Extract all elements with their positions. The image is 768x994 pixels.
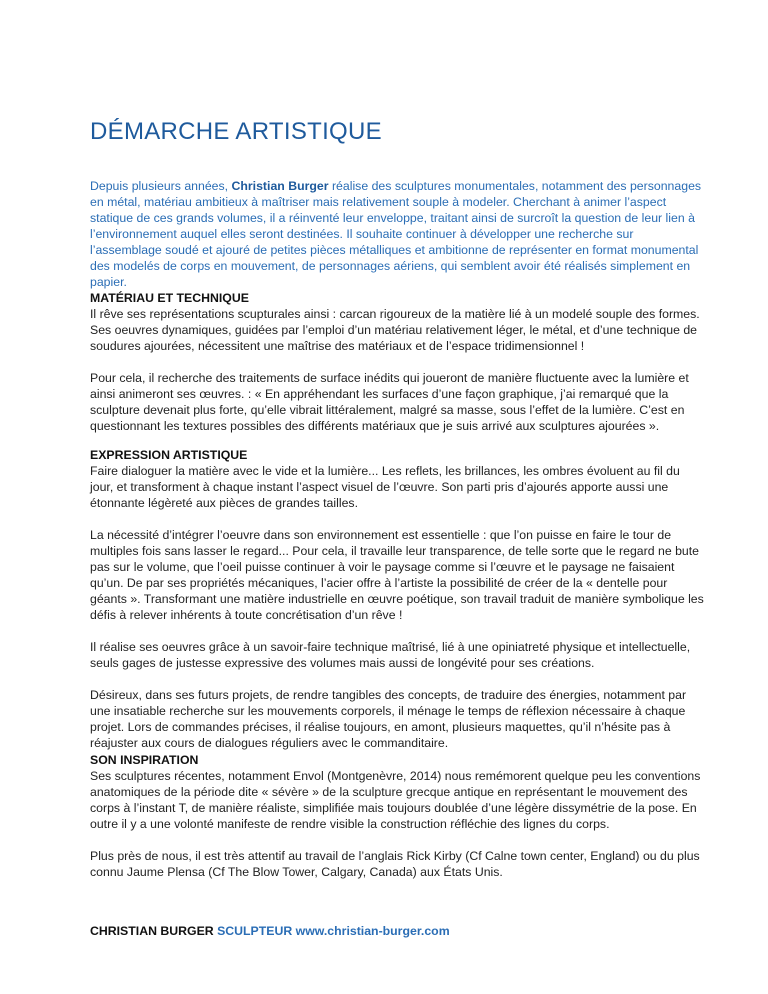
section-paragraph: Faire dialoguer la matière avec le vide et la lumière... Les reflets, les brillances, les ombres évoluent au fil du jour, et transforment à chaque instant l’aspect visuel de l’œuvre. Son parti pris d’ajourés apporte aussi une étonnante légèreté aux pièces de grandes tailles. (90, 464, 680, 510)
footer-website-link[interactable]: www.christian-burger.com (295, 924, 450, 938)
artist-name: Christian Burger (231, 179, 329, 193)
section-inspiration (90, 752, 706, 880)
footer-role: SCULPTEUR (217, 924, 293, 938)
section-paragraph: Il rêve ses représentations scupturales ainsi : carcan rigoureux de la matière lié à un modelé souple des formes. Ses oeuvres dynamiques, guidées par l’emploi d’un matériau relativement léger, le métal, et d’une technique de soudures ajourées, nécessitent une maîtrise des matériaux et de l’espace tridimensionnel ! (90, 307, 700, 353)
section-paragraph: Plus près de nous, il est très attentif au travail de l’anglais Rick Kirby (Cf Calne town center, England) ou du plus connu Jaume Plensa (Cf The Blow Tower, Calgary, Canada) aux États Unis. (90, 849, 700, 879)
section-paragraph: La nécessité d’intégrer l’oeuvre dans son environnement est essentielle : que l’on puisse en faire le tour de multiples fois sans lasser le regard... Pour cela, il travaille leur transparence, de telle sorte que le regard ne bute pas sur le volume, que l’oeil puisse continuer à voir le paysage comme si l’œuvre et le paysage ne faisaient qu’un. De par ses propriétés mécaniques, l’acier offre à l’artiste la possibilité de créer de la « dentelle pour géants ». Transformant une matière industrielle en œuvre poétique, son travail traduit de manière symbolique les défis à relever inhérents à toute concrétisation d’un rêve ! (90, 528, 704, 622)
section-expression (90, 447, 706, 751)
section-paragraph: Pour cela, il recherche des traitements de surface inédits qui joueront de manière fluctuente avec la lumière et ainsi animeront ses œuvres. : « En appréhendant les surfaces d’une façon graphique, j’ai remarqué que la sculpture devenait plus forte, qu’elle vibrait littéralement, malgré sa masse, sous l’effet de la lumière. C’est en questionnant les textures possibles des différents matériaux que je suis arrivé aux sculptures ajourées ». (90, 371, 689, 433)
intro-paragraph (90, 178, 706, 290)
section-heading: MATÉRIAU ET TECHNIQUE (90, 291, 249, 305)
section-heading: EXPRESSION ARTISTIQUE (90, 448, 248, 462)
page-footer (90, 924, 450, 938)
footer-name: CHRISTIAN BURGER (90, 924, 214, 938)
intro-text-end: réalise des sculptures monumentales, notamment des personnages en métal, matériau ambitieux à maîtriser mais relativement souple à modeler. Cherchant à animer l’aspect statique de ces grands volumes, il a réinventé leur enveloppe, traitant ainsi de surcroît la question de leur lien à l’environnement auquel elles seront destinées. Il souhaite continuer à développer une recherche sur l’assemblage soudé et ajouré de petites pièces métalliques et ambitionne de représenter en format monumental des modelés de corps en mouvement, de personnages aériens, qui semblent avoir été réalisés simplement en papier. (90, 179, 702, 289)
section-paragraph: Ses sculptures récentes, notamment Envol (Montgenèvre, 2014) nous remémorent quelque peu les conventions anatomiques de la période dite « sévère » de la sculpture grecque antique en représentant le mouvement des corps à l’instant T, de manière réaliste, simplifiée mais toujours doublée d’une légère dissymétrie de la pose. En outre il y a une volonté manifeste de rendre visible la construction réfléchie des lignes du corps. (90, 769, 701, 831)
section-materiau (90, 290, 706, 434)
section-paragraph: Désireux, dans ses futurs projets, de rendre tangibles des concepts, de traduire des énergies, notamment par une insatiable recherche sur les mouvements corporels, il ménage le temps de réflexion nécessaire à chaque projet. Lors de commandes précises, il réalise toujours, en amont, plusieurs maquettes, qu’il n’hésite pas à réajuster aux cours de dialogues réguliers avec le commanditaire. (90, 688, 687, 750)
intro-text-start: Depuis plusieurs années, (90, 179, 232, 193)
page-title: DÉMARCHE ARTISTIQUE (90, 118, 382, 145)
section-paragraph: Il réalise ses oeuvres grâce à un savoir-faire technique maîtrisé, lié à une opiniatreté physique et intellectuelle, seuls gages de justesse expressive des volumes mais aussi de longévité pour ses créations. (90, 640, 691, 670)
section-heading: SON INSPIRATION (90, 753, 199, 767)
